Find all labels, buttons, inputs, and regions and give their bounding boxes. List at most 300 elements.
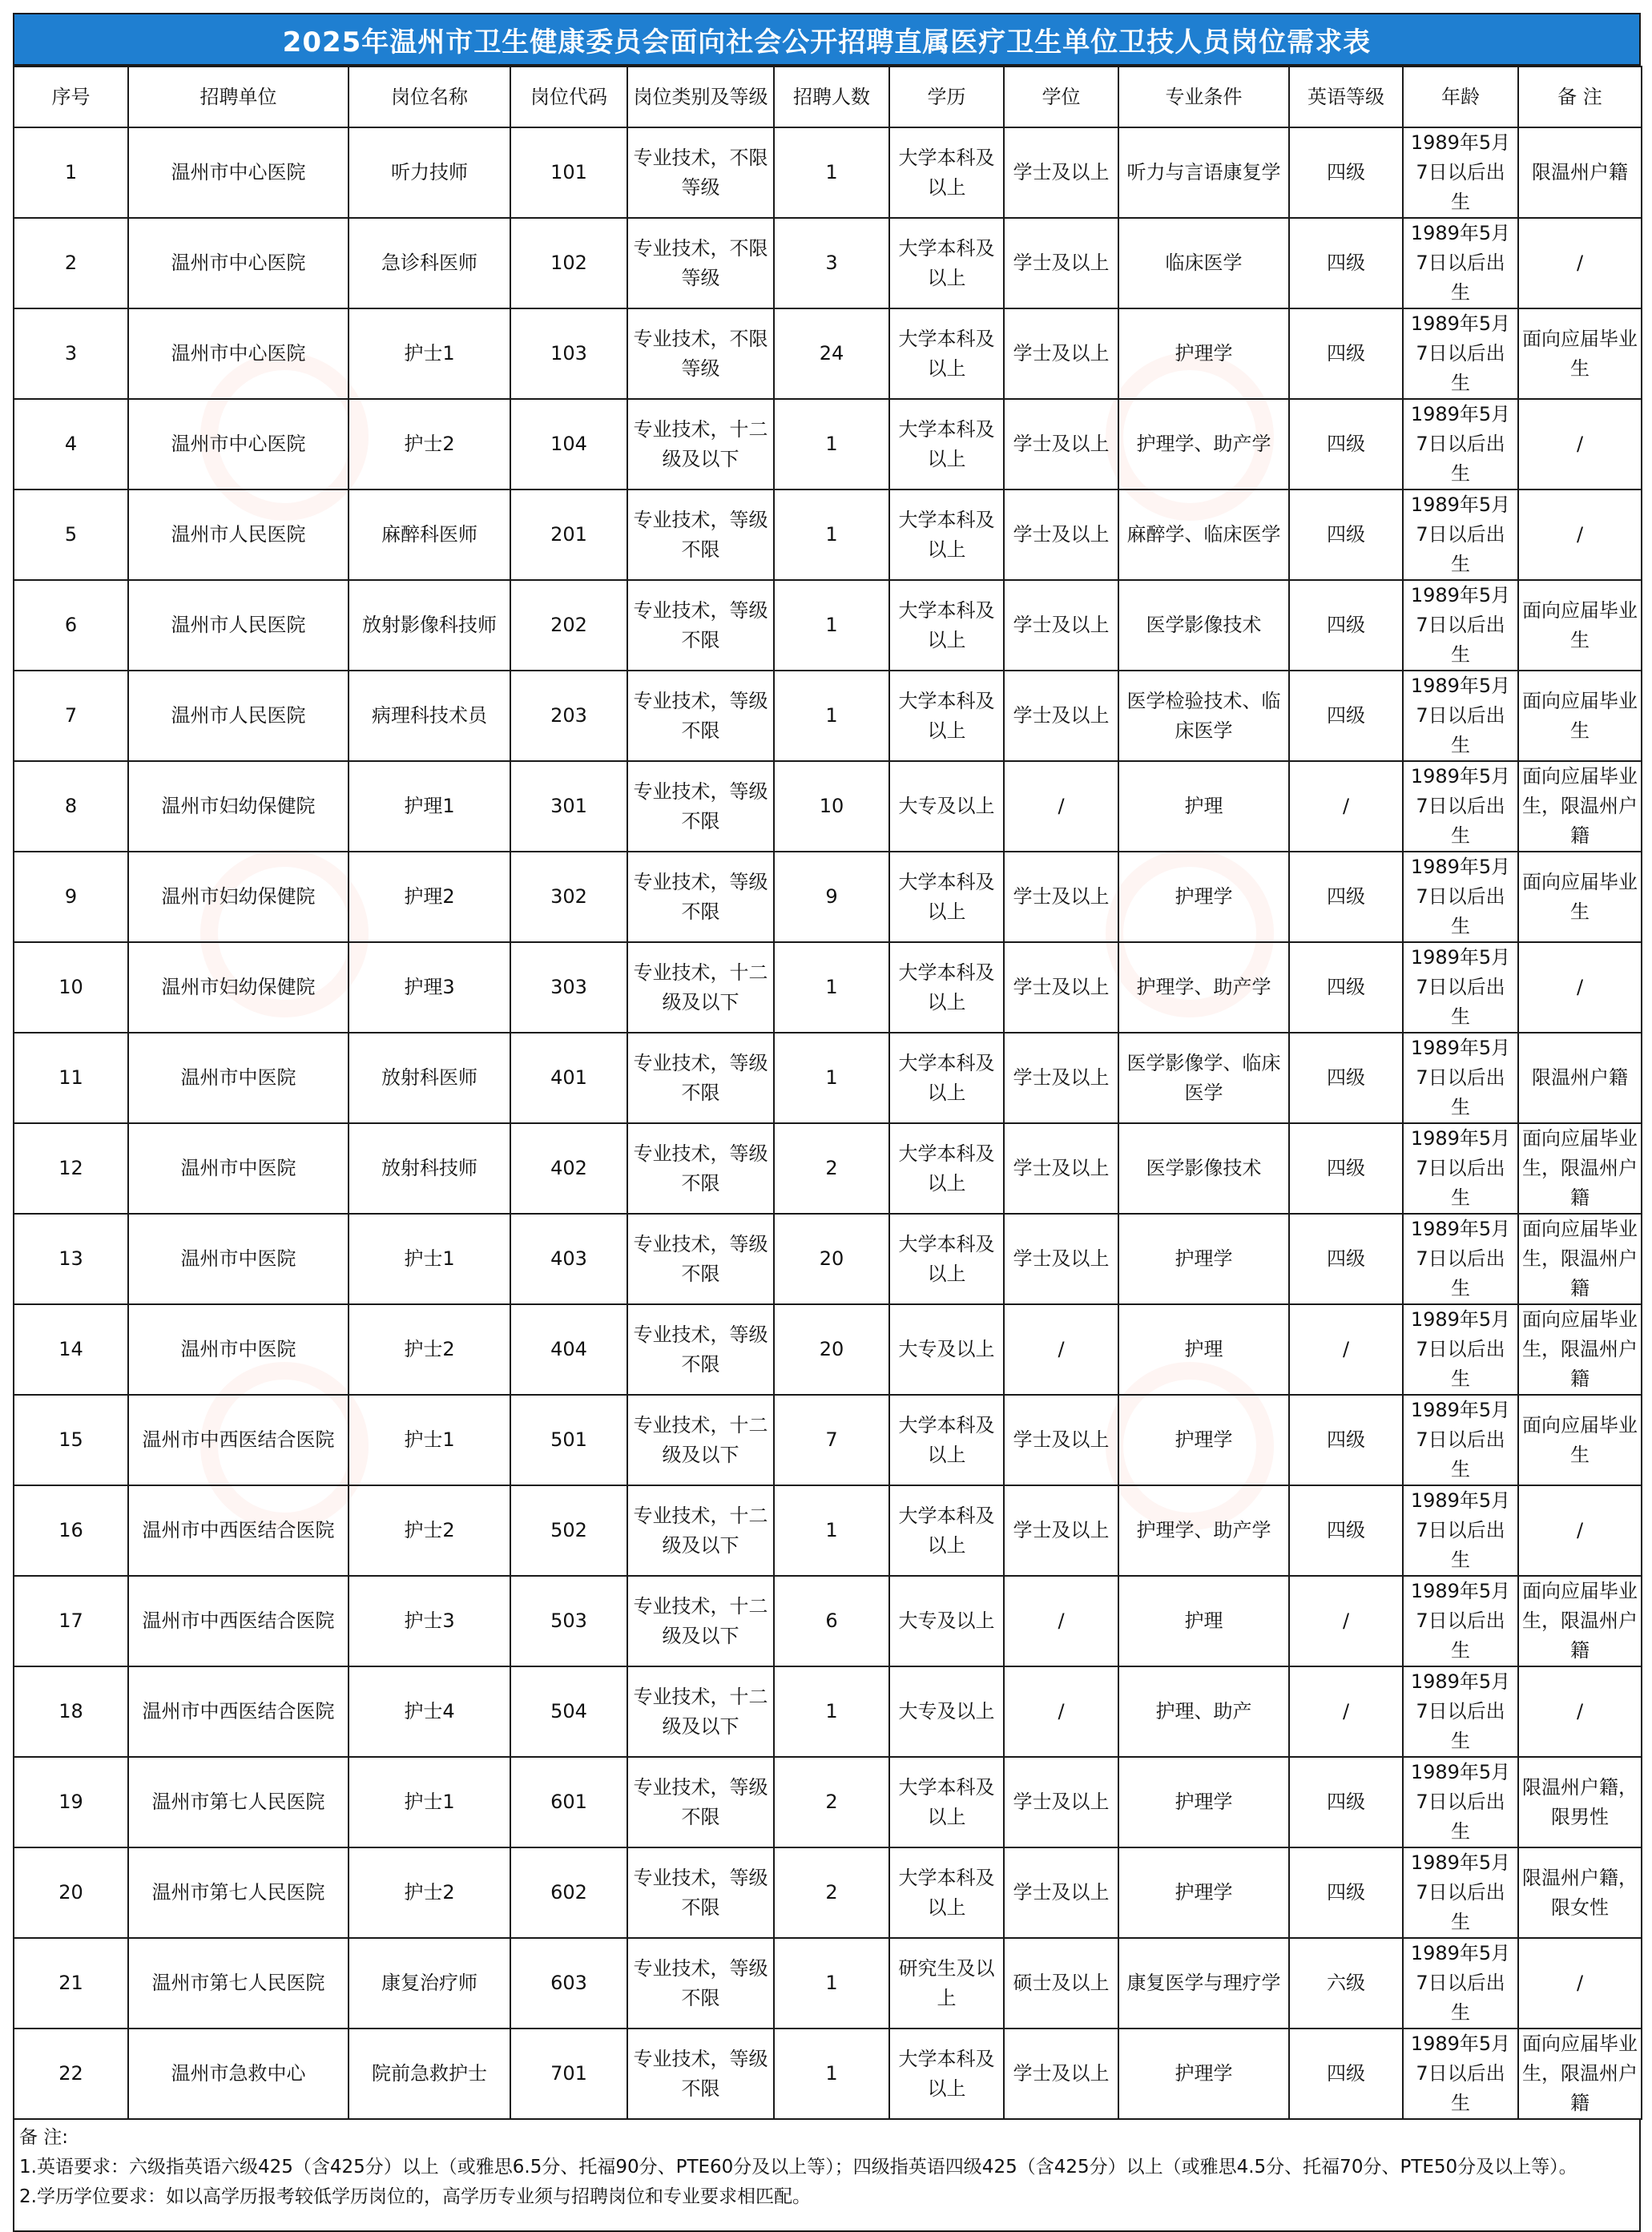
col-index-cell: 3 (14, 308, 128, 399)
col-count-cell: 1 (774, 1485, 889, 1576)
col-education-cell: 大学本科及以上 (889, 1123, 1004, 1214)
col-remark-cell: / (1518, 218, 1642, 308)
col-code-cell: 503 (510, 1576, 627, 1666)
col-count-cell: 6 (774, 1576, 889, 1666)
col-degree-cell: 学士及以上 (1004, 671, 1118, 761)
col-age-cell: 1989年5月7日以后出生 (1403, 1123, 1518, 1214)
table-body (14, 127, 1642, 2119)
col-english-cell: 四级 (1289, 218, 1403, 308)
col-age-cell: 1989年5月7日以后出生 (1403, 1033, 1518, 1123)
col-major-cell: 护理学、助产学 (1118, 1485, 1289, 1576)
table-row (14, 942, 1642, 1033)
col-education-cell: 大专及以上 (889, 761, 1004, 852)
col-category-cell: 专业技术，等级不限 (627, 1938, 774, 2029)
col-english-header: 英语等级 (1289, 66, 1403, 127)
col-position-cell: 护士1 (349, 1757, 510, 1847)
col-remark-cell: / (1518, 942, 1642, 1033)
col-count-cell: 1 (774, 580, 889, 671)
note-education: 2.学历学位要求：如以高学历报考较低学历岗位的，高学历专业须与招聘岗位和专业要求相匹配。 (19, 2186, 811, 2207)
col-english-cell: 四级 (1289, 852, 1403, 942)
col-major-header: 专业条件 (1118, 66, 1289, 127)
col-remark-cell: 限温州户籍 (1518, 1033, 1642, 1123)
col-major-cell: 麻醉学、临床医学 (1118, 490, 1289, 580)
col-index-cell: 19 (14, 1757, 128, 1847)
col-english-cell: 四级 (1289, 2029, 1403, 2119)
col-index-cell: 15 (14, 1395, 128, 1485)
col-index-cell: 18 (14, 1666, 128, 1757)
col-index-cell: 5 (14, 490, 128, 580)
col-position-cell: 急诊科医师 (349, 218, 510, 308)
col-degree-cell: 学士及以上 (1004, 1485, 1118, 1576)
col-code-cell: 402 (510, 1123, 627, 1214)
col-education-cell: 大学本科及以上 (889, 308, 1004, 399)
col-position-cell: 护理2 (349, 852, 510, 942)
col-degree-header: 学位 (1004, 66, 1118, 127)
table-row (14, 671, 1642, 761)
col-unit-cell: 温州市中西医结合医院 (128, 1485, 349, 1576)
col-count-cell: 1 (774, 671, 889, 761)
col-education-cell: 大专及以上 (889, 1666, 1004, 1757)
col-major-cell: 医学影像技术 (1118, 1123, 1289, 1214)
col-degree-cell: / (1004, 761, 1118, 852)
col-english-cell: / (1289, 1576, 1403, 1666)
col-degree-cell: / (1004, 1666, 1118, 1757)
col-count-cell: 1 (774, 399, 889, 490)
col-education-cell: 研究生及以上 (889, 1938, 1004, 2029)
col-category-cell: 专业技术，不限等级 (627, 218, 774, 308)
col-remark-cell: 面向应届毕业生，限温州户籍 (1518, 2029, 1642, 2119)
col-unit-cell: 温州市第七人民医院 (128, 1757, 349, 1847)
notes-heading: 备 注: (19, 2127, 69, 2148)
col-count-cell: 24 (774, 308, 889, 399)
col-unit-cell: 温州市第七人民医院 (128, 1938, 349, 2029)
col-count-cell: 9 (774, 852, 889, 942)
col-count-header: 招聘人数 (774, 66, 889, 127)
col-english-cell: 四级 (1289, 1757, 1403, 1847)
col-major-cell: 医学影像学、临床医学 (1118, 1033, 1289, 1123)
col-english-cell: 四级 (1289, 127, 1403, 218)
col-unit-cell: 温州市急救中心 (128, 2029, 349, 2119)
col-remark-cell: 面向应届毕业生 (1518, 671, 1642, 761)
col-index-cell: 14 (14, 1304, 128, 1395)
col-count-cell: 1 (774, 1033, 889, 1123)
col-degree-cell: 学士及以上 (1004, 490, 1118, 580)
col-category-cell: 专业技术，等级不限 (627, 580, 774, 671)
col-code-cell: 104 (510, 399, 627, 490)
col-remark-cell: / (1518, 1666, 1642, 1757)
col-degree-cell: / (1004, 1304, 1118, 1395)
col-age-cell: 1989年5月7日以后出生 (1403, 399, 1518, 490)
col-code-cell: 102 (510, 218, 627, 308)
col-education-cell: 大学本科及以上 (889, 852, 1004, 942)
recruitment-sheet (13, 13, 1641, 2232)
col-position-cell: 护士1 (349, 1395, 510, 1485)
col-major-cell: 护理学 (1118, 1847, 1289, 1938)
col-index-cell: 16 (14, 1485, 128, 1576)
col-english-cell: 四级 (1289, 399, 1403, 490)
col-education-cell: 大学本科及以上 (889, 1033, 1004, 1123)
col-major-cell: 护理学 (1118, 308, 1289, 399)
col-code-cell: 203 (510, 671, 627, 761)
col-category-cell: 专业技术，等级不限 (627, 671, 774, 761)
col-unit-cell: 温州市人民医院 (128, 580, 349, 671)
col-major-cell: 护理 (1118, 1576, 1289, 1666)
col-remark-cell: / (1518, 1938, 1642, 2029)
col-category-cell: 专业技术，十二级及以下 (627, 1576, 774, 1666)
col-major-cell: 护理学 (1118, 852, 1289, 942)
col-remark-cell: 面向应届毕业生，限温州户籍 (1518, 1576, 1642, 1666)
col-degree-cell: 学士及以上 (1004, 1033, 1118, 1123)
col-count-cell: 2 (774, 1757, 889, 1847)
col-education-cell: 大学本科及以上 (889, 1395, 1004, 1485)
col-unit-cell: 温州市人民医院 (128, 671, 349, 761)
table-row (14, 2029, 1642, 2119)
col-major-cell: 护理学、助产学 (1118, 942, 1289, 1033)
col-education-cell: 大学本科及以上 (889, 218, 1004, 308)
table-row (14, 1576, 1642, 1666)
col-index-cell: 22 (14, 2029, 128, 2119)
col-index-cell: 12 (14, 1123, 128, 1214)
col-count-cell: 20 (774, 1214, 889, 1304)
col-english-cell: / (1289, 1666, 1403, 1757)
col-remark-cell: 面向应届毕业生，限温州户籍 (1518, 761, 1642, 852)
col-index-cell: 13 (14, 1214, 128, 1304)
col-category-cell: 专业技术，等级不限 (627, 1123, 774, 1214)
col-english-cell: 六级 (1289, 1938, 1403, 2029)
col-position-cell: 放射影像科技师 (349, 580, 510, 671)
col-english-cell: 四级 (1289, 1033, 1403, 1123)
col-degree-cell: 学士及以上 (1004, 1757, 1118, 1847)
col-degree-cell: 学士及以上 (1004, 399, 1118, 490)
col-count-cell: 2 (774, 1847, 889, 1938)
col-degree-cell: 硕士及以上 (1004, 1938, 1118, 2029)
col-major-cell: 护理学 (1118, 2029, 1289, 2119)
col-age-cell: 1989年5月7日以后出生 (1403, 127, 1518, 218)
col-index-cell: 20 (14, 1847, 128, 1938)
col-index-cell: 8 (14, 761, 128, 852)
col-category-cell: 专业技术，十二级及以下 (627, 399, 774, 490)
col-category-cell: 专业技术，等级不限 (627, 1033, 774, 1123)
table-row (14, 1304, 1642, 1395)
col-remark-cell: 面向应届毕业生，限温州户籍 (1518, 1304, 1642, 1395)
col-degree-cell: 学士及以上 (1004, 852, 1118, 942)
col-education-cell: 大学本科及以上 (889, 490, 1004, 580)
col-major-cell: 护理 (1118, 1304, 1289, 1395)
col-count-cell: 1 (774, 127, 889, 218)
col-position-cell: 放射科技师 (349, 1123, 510, 1214)
col-degree-cell: 学士及以上 (1004, 580, 1118, 671)
table-row (14, 399, 1642, 490)
col-unit-cell: 温州市中医院 (128, 1123, 349, 1214)
col-category-cell: 专业技术，不限等级 (627, 127, 774, 218)
col-english-cell: 四级 (1289, 580, 1403, 671)
col-degree-cell: 学士及以上 (1004, 942, 1118, 1033)
col-category-cell: 专业技术，等级不限 (627, 761, 774, 852)
col-degree-cell: 学士及以上 (1004, 1123, 1118, 1214)
col-age-cell: 1989年5月7日以后出生 (1403, 1214, 1518, 1304)
col-code-cell: 403 (510, 1214, 627, 1304)
col-position-cell: 听力技师 (349, 127, 510, 218)
col-count-cell: 7 (774, 1395, 889, 1485)
col-major-cell: 护理 (1118, 761, 1289, 852)
col-position-cell: 放射科医师 (349, 1033, 510, 1123)
col-position-cell: 护士2 (349, 1847, 510, 1938)
col-age-cell: 1989年5月7日以后出生 (1403, 671, 1518, 761)
col-code-cell: 501 (510, 1395, 627, 1485)
col-major-cell: 护理学 (1118, 1214, 1289, 1304)
col-remark-cell: 限温州户籍 (1518, 127, 1642, 218)
col-english-cell: 四级 (1289, 308, 1403, 399)
col-index-cell: 1 (14, 127, 128, 218)
col-code-header: 岗位代码 (510, 66, 627, 127)
col-count-cell: 2 (774, 1123, 889, 1214)
col-remark-header: 备 注 (1518, 66, 1642, 127)
col-english-cell: 四级 (1289, 942, 1403, 1033)
col-code-cell: 303 (510, 942, 627, 1033)
col-degree-cell: 学士及以上 (1004, 2029, 1118, 2119)
col-education-cell: 大学本科及以上 (889, 1757, 1004, 1847)
col-education-cell: 大学本科及以上 (889, 1485, 1004, 1576)
col-position-cell: 护士3 (349, 1576, 510, 1666)
col-major-cell: 听力与言语康复学 (1118, 127, 1289, 218)
col-unit-cell: 温州市中西医结合医院 (128, 1395, 349, 1485)
col-count-cell: 1 (774, 490, 889, 580)
col-english-cell: / (1289, 1304, 1403, 1395)
col-remark-cell: 面向应届毕业生 (1518, 308, 1642, 399)
col-category-cell: 专业技术，十二级及以下 (627, 1666, 774, 1757)
col-category-cell: 专业技术，等级不限 (627, 1304, 774, 1395)
col-unit-cell: 温州市中医院 (128, 1214, 349, 1304)
col-index-cell: 2 (14, 218, 128, 308)
col-education-cell: 大学本科及以上 (889, 399, 1004, 490)
col-unit-cell: 温州市中心医院 (128, 308, 349, 399)
col-age-cell: 1989年5月7日以后出生 (1403, 852, 1518, 942)
col-major-cell: 护理学 (1118, 1395, 1289, 1485)
col-degree-cell: 学士及以上 (1004, 308, 1118, 399)
col-major-cell: 康复医学与理疗学 (1118, 1938, 1289, 2029)
table-row (14, 308, 1642, 399)
col-code-cell: 502 (510, 1485, 627, 1576)
col-major-cell: 医学检验技术、临床医学 (1118, 671, 1289, 761)
col-index-cell: 17 (14, 1576, 128, 1666)
col-remark-cell: 面向应届毕业生 (1518, 1395, 1642, 1485)
col-education-cell: 大学本科及以上 (889, 1847, 1004, 1938)
table-row (14, 580, 1642, 671)
col-unit-header: 招聘单位 (128, 66, 349, 127)
col-unit-cell: 温州市中医院 (128, 1304, 349, 1395)
table-row (14, 761, 1642, 852)
col-remark-cell: 面向应届毕业生，限温州户籍 (1518, 1123, 1642, 1214)
col-unit-cell: 温州市人民医院 (128, 490, 349, 580)
col-education-cell: 大学本科及以上 (889, 580, 1004, 671)
col-position-cell: 护士2 (349, 399, 510, 490)
col-age-cell: 1989年5月7日以后出生 (1403, 1485, 1518, 1576)
table-row (14, 490, 1642, 580)
col-unit-cell: 温州市中心医院 (128, 127, 349, 218)
col-code-cell: 601 (510, 1757, 627, 1847)
table-row (14, 127, 1642, 218)
col-major-cell: 医学影像技术 (1118, 580, 1289, 671)
col-age-cell: 1989年5月7日以后出生 (1403, 1757, 1518, 1847)
col-position-cell: 院前急救护士 (349, 2029, 510, 2119)
col-english-cell: 四级 (1289, 671, 1403, 761)
col-index-cell: 7 (14, 671, 128, 761)
col-category-cell: 专业技术，不限等级 (627, 308, 774, 399)
col-remark-cell: 面向应届毕业生 (1518, 580, 1642, 671)
col-index-cell: 11 (14, 1033, 128, 1123)
col-english-cell: 四级 (1289, 490, 1403, 580)
table-title: 2025年温州市卫生健康委员会面向社会公开招聘直属医疗卫生单位卫技人员岗位需求表 (13, 13, 1641, 66)
col-count-cell: 20 (774, 1304, 889, 1395)
col-age-cell: 1989年5月7日以后出生 (1403, 1576, 1518, 1666)
col-index-cell: 10 (14, 942, 128, 1033)
col-age-cell: 1989年5月7日以后出生 (1403, 1847, 1518, 1938)
col-code-cell: 103 (510, 308, 627, 399)
table-row (14, 1757, 1642, 1847)
col-degree-cell: 学士及以上 (1004, 1847, 1118, 1938)
col-unit-cell: 温州市中西医结合医院 (128, 1576, 349, 1666)
col-age-cell: 1989年5月7日以后出生 (1403, 490, 1518, 580)
col-category-cell: 专业技术，十二级及以下 (627, 1395, 774, 1485)
col-category-cell: 专业技术，等级不限 (627, 852, 774, 942)
col-education-cell: 大专及以上 (889, 1576, 1004, 1666)
col-age-cell: 1989年5月7日以后出生 (1403, 1666, 1518, 1757)
col-code-cell: 201 (510, 490, 627, 580)
col-degree-cell: 学士及以上 (1004, 218, 1118, 308)
col-count-cell: 1 (774, 942, 889, 1033)
col-education-cell: 大学本科及以上 (889, 1214, 1004, 1304)
col-position-cell: 护理1 (349, 761, 510, 852)
col-index-cell: 9 (14, 852, 128, 942)
col-position-cell: 护士2 (349, 1304, 510, 1395)
col-category-cell: 专业技术，十二级及以下 (627, 942, 774, 1033)
col-category-cell: 专业技术，等级不限 (627, 1214, 774, 1304)
col-education-cell: 大专及以上 (889, 1304, 1004, 1395)
col-index-cell: 6 (14, 580, 128, 671)
col-code-cell: 404 (510, 1304, 627, 1395)
col-position-header: 岗位名称 (349, 66, 510, 127)
col-code-cell: 301 (510, 761, 627, 852)
table-row (14, 1938, 1642, 2029)
col-code-cell: 202 (510, 580, 627, 671)
col-code-cell: 602 (510, 1847, 627, 1938)
col-degree-cell: 学士及以上 (1004, 1214, 1118, 1304)
table-row (14, 1214, 1642, 1304)
table-row (14, 1485, 1642, 1576)
col-category-cell: 专业技术，等级不限 (627, 1847, 774, 1938)
col-count-cell: 1 (774, 1666, 889, 1757)
col-code-cell: 504 (510, 1666, 627, 1757)
col-remark-cell: / (1518, 490, 1642, 580)
col-count-cell: 3 (774, 218, 889, 308)
col-position-cell: 护士1 (349, 308, 510, 399)
col-code-cell: 302 (510, 852, 627, 942)
col-unit-cell: 温州市中医院 (128, 1033, 349, 1123)
table-row (14, 218, 1642, 308)
col-code-cell: 401 (510, 1033, 627, 1123)
col-remark-cell: 面向应届毕业生，限温州户籍 (1518, 1214, 1642, 1304)
notes-section (13, 2120, 1641, 2232)
col-education-header: 学历 (889, 66, 1004, 127)
col-position-cell: 护士2 (349, 1485, 510, 1576)
header-row (14, 66, 1642, 127)
col-position-cell: 护理3 (349, 942, 510, 1033)
col-english-cell: 四级 (1289, 1214, 1403, 1304)
col-age-cell: 1989年5月7日以后出生 (1403, 1938, 1518, 2029)
col-position-cell: 麻醉科医师 (349, 490, 510, 580)
col-major-cell: 临床医学 (1118, 218, 1289, 308)
col-code-cell: 701 (510, 2029, 627, 2119)
col-major-cell: 护理学 (1118, 1757, 1289, 1847)
col-age-cell: 1989年5月7日以后出生 (1403, 1395, 1518, 1485)
col-education-cell: 大学本科及以上 (889, 942, 1004, 1033)
col-code-cell: 101 (510, 127, 627, 218)
note-english: 1.英语要求：六级指英语六级425（含425分）以上（或雅思6.5分、托福90分、PTE60分及以上等）；四级指英语四级425（含425分）以上（或雅思4.5分、托福70分、PTE50分及以上等）。 (19, 2157, 1577, 2178)
col-english-cell: 四级 (1289, 1847, 1403, 1938)
col-age-cell: 1989年5月7日以后出生 (1403, 761, 1518, 852)
col-position-cell: 护士1 (349, 1214, 510, 1304)
col-index-header: 序号 (14, 66, 128, 127)
col-age-cell: 1989年5月7日以后出生 (1403, 218, 1518, 308)
table-row (14, 1123, 1642, 1214)
col-unit-cell: 温州市妇幼保健院 (128, 942, 349, 1033)
col-age-cell: 1989年5月7日以后出生 (1403, 1304, 1518, 1395)
col-category-header: 岗位类别及等级 (627, 66, 774, 127)
col-age-cell: 1989年5月7日以后出生 (1403, 2029, 1518, 2119)
col-position-cell: 护士4 (349, 1666, 510, 1757)
col-education-cell: 大学本科及以上 (889, 671, 1004, 761)
col-unit-cell: 温州市中心医院 (128, 218, 349, 308)
col-degree-cell: 学士及以上 (1004, 127, 1118, 218)
col-unit-cell: 温州市中心医院 (128, 399, 349, 490)
col-unit-cell: 温州市妇幼保健院 (128, 852, 349, 942)
col-english-cell: 四级 (1289, 1123, 1403, 1214)
col-count-cell: 10 (774, 761, 889, 852)
col-index-cell: 4 (14, 399, 128, 490)
col-major-cell: 护理、助产 (1118, 1666, 1289, 1757)
col-english-cell: 四级 (1289, 1395, 1403, 1485)
col-degree-cell: / (1004, 1576, 1118, 1666)
col-remark-cell: / (1518, 1485, 1642, 1576)
col-unit-cell: 温州市第七人民医院 (128, 1847, 349, 1938)
table-row (14, 1033, 1642, 1123)
col-unit-cell: 温州市妇幼保健院 (128, 761, 349, 852)
col-education-cell: 大学本科及以上 (889, 127, 1004, 218)
col-degree-cell: 学士及以上 (1004, 1395, 1118, 1485)
col-category-cell: 专业技术，等级不限 (627, 2029, 774, 2119)
col-age-header: 年龄 (1403, 66, 1518, 127)
col-remark-cell: 限温州户籍，限男性 (1518, 1757, 1642, 1847)
col-position-cell: 康复治疗师 (349, 1938, 510, 2029)
col-count-cell: 1 (774, 1938, 889, 2029)
col-age-cell: 1989年5月7日以后出生 (1403, 580, 1518, 671)
col-position-cell: 病理科技术员 (349, 671, 510, 761)
table-row (14, 852, 1642, 942)
positions-table (13, 66, 1642, 2120)
table-row (14, 1395, 1642, 1485)
col-category-cell: 专业技术，等级不限 (627, 490, 774, 580)
col-remark-cell: 面向应届毕业生 (1518, 852, 1642, 942)
col-count-cell: 1 (774, 2029, 889, 2119)
col-major-cell: 护理学、助产学 (1118, 399, 1289, 490)
col-age-cell: 1989年5月7日以后出生 (1403, 308, 1518, 399)
col-category-cell: 专业技术，等级不限 (627, 1757, 774, 1847)
col-category-cell: 专业技术，十二级及以下 (627, 1485, 774, 1576)
col-age-cell: 1989年5月7日以后出生 (1403, 942, 1518, 1033)
col-index-cell: 21 (14, 1938, 128, 2029)
table-row (14, 1666, 1642, 1757)
col-unit-cell: 温州市中西医结合医院 (128, 1666, 349, 1757)
